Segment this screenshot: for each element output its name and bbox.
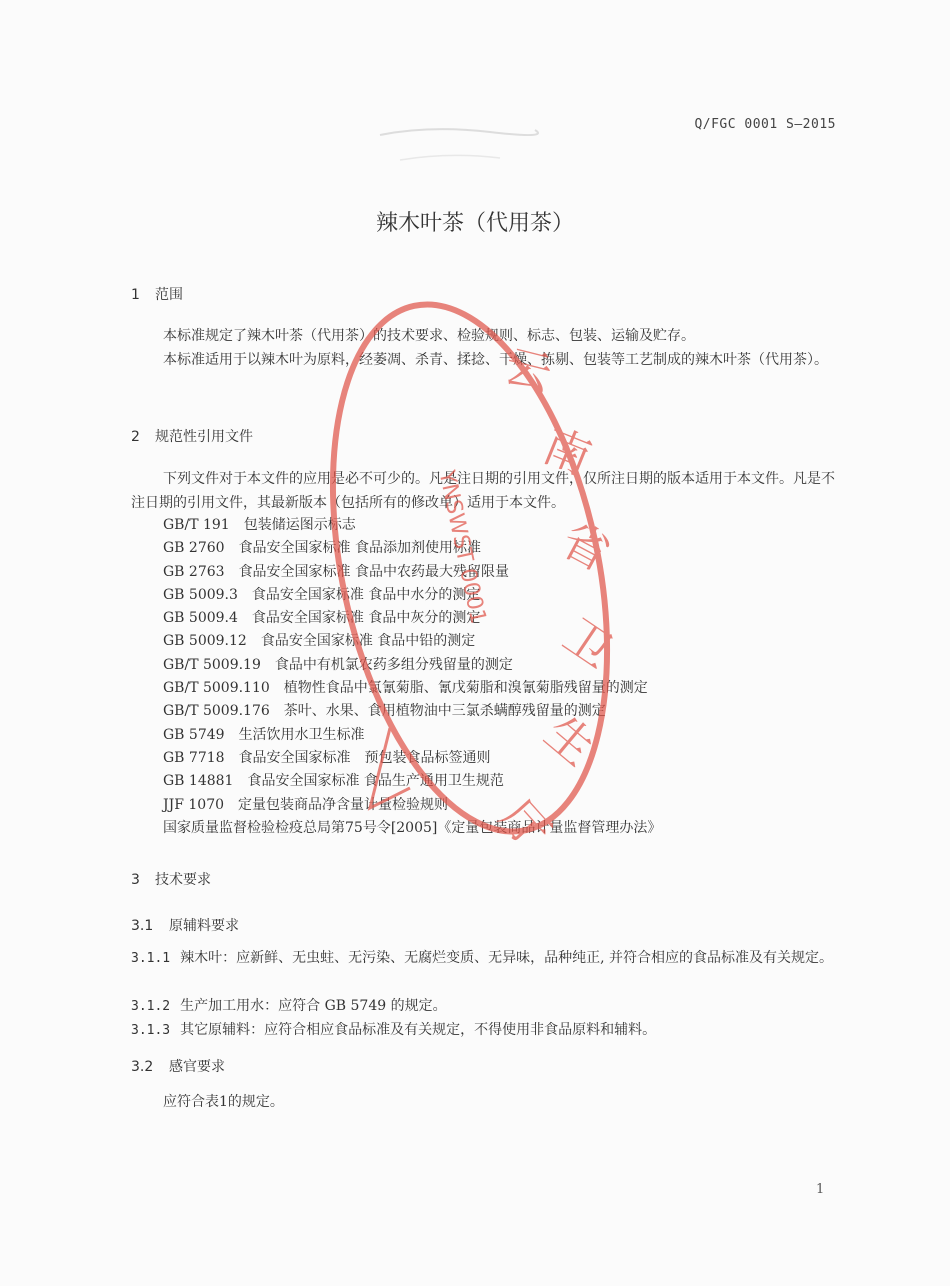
reference-name: 国家质量监督检验检疫总局第75号令[2005]《定量包装商品计量监督管理办法》 (163, 819, 662, 836)
svg-text:YNSWST 0001: YNSWST 0001 (433, 468, 491, 627)
reference-item (163, 794, 843, 817)
reference-name: 包装储运图示标志 (243, 517, 356, 533)
section-title: 规范性引用文件 (155, 429, 253, 445)
scope-paragraph-1: 本标准规定了辣木叶茶（代用茶）的技术要求、检验规则、标志、包装、运输及贮存。 (163, 328, 695, 344)
section-1-heading (131, 284, 183, 304)
section-title: 范围 (155, 287, 183, 303)
scope-paragraph-2: 本标准适用于以辣木叶为原料，经萎凋、杀青、揉捻、干燥、拣剔、包装等工艺制成的辣木叶茶（代用茶）。 (163, 352, 828, 368)
reference-item (163, 514, 843, 537)
reference-item (163, 561, 843, 584)
clause-3-1-2 (131, 994, 837, 1019)
references-intro: 下列文件对于本文件的应用是必不可少的。凡是注日期的引用文件，仅所注日期的版本适用于本文件。凡是不注日期的引用文件，其最新版本（包括所有的修改单）适用于本文件。 (131, 471, 835, 511)
document-title: 辣木叶茶（代用茶） (375, 211, 574, 236)
reference-name: 食品安全国家标准 预包装食品标签通则 (238, 749, 491, 766)
reference-item (163, 700, 843, 723)
reference-code: GB 2760 (163, 540, 225, 557)
reference-item (163, 654, 843, 677)
reference-item (163, 770, 843, 793)
reference-code: GB 5009.12 (163, 633, 247, 650)
scan-smudge (370, 120, 540, 170)
section-number: 1 (131, 287, 140, 303)
reference-name: 食品安全国家标准 食品生产通用卫生规范 (247, 773, 504, 790)
reference-item (163, 584, 843, 607)
section-2-heading (131, 426, 253, 446)
sensory-requirement-text: 应符合表1的规定。 (163, 1094, 284, 1110)
subsection-title: 原辅料要求 (169, 918, 239, 934)
reference-name: 食品安全国家标准 食品添加剂使用标准 (238, 540, 482, 557)
reference-item (163, 677, 843, 700)
reference-code: GB 5009.3 (163, 586, 238, 603)
reference-item (163, 630, 843, 653)
reference-list (163, 514, 843, 840)
clause-text: 其它原辅料：应符合相应食品标准及有关规定，不得使用非食品原料和辅料。 (180, 1022, 657, 1038)
reference-code: JJF 1070 (163, 796, 225, 813)
section-3-heading (131, 869, 211, 889)
svg-text:云: 云 (499, 338, 558, 402)
reference-item (163, 607, 843, 630)
reference-code: GB 5749 (163, 726, 225, 743)
clause-number: 3.1.2 (131, 999, 171, 1014)
reference-item (163, 747, 843, 770)
reference-name: 食品安全国家标准 食品中灰分的测定 (251, 610, 481, 627)
clause-text: 生产加工用水：应符合 GB 5749 的规定。 (180, 998, 447, 1014)
section-number: 2 (131, 429, 140, 445)
clause-text: 辣木叶：应新鲜、无虫蛀、无污染、无腐烂变质、无异味，品种纯正, 并符合相应的食品标准及有关规定。 (180, 950, 834, 966)
reference-code: GB/T 5009.110 (163, 680, 270, 697)
reference-code: GB/T 5009.19 (163, 656, 261, 673)
reference-code: GB/T 5009.176 (163, 703, 270, 720)
reference-name: 食品安全国家标准 食品中水分的测定 (251, 586, 481, 603)
page-number: 1 (816, 1182, 825, 1197)
subsection-title: 感官要求 (169, 1059, 225, 1075)
clause-number: 3.1.1 (131, 951, 171, 966)
reference-name: 食品中有机氯农药多组分残留量的测定 (274, 656, 513, 673)
clause-3-1-3 (131, 1018, 837, 1043)
document-code: Q/FGC 0001 S—2015 (694, 117, 836, 132)
subsection-3-2-heading (131, 1056, 225, 1076)
reference-item (163, 537, 843, 560)
reference-code: GB 14881 (163, 773, 234, 790)
reference-code: GB 5009.4 (163, 610, 238, 627)
reference-item (163, 724, 843, 747)
reference-name: 茶叶、水果、食用植物油中三氯杀螨醇残留量的测定 (283, 703, 606, 720)
reference-name: 定量包装商品净含量计量检验规则 (238, 796, 449, 813)
svg-text:生: 生 (534, 705, 605, 776)
svg-text:省: 省 (552, 512, 619, 582)
clause-number: 3.1.3 (131, 1023, 171, 1038)
reference-name: 生活饮用水卫生标准 (238, 726, 365, 743)
reference-code: GB 2763 (163, 563, 225, 580)
subsection-number: 3.2 (131, 1059, 154, 1075)
reference-name: 植物性食品中氯氰菊脂、氰戊菊脂和溴氰菊脂残留量的测定 (283, 680, 648, 697)
svg-text:厅: 厅 (489, 789, 561, 860)
reference-item (163, 817, 843, 840)
clause-3-1-1 (131, 946, 837, 971)
reference-name: 食品安全国家标准 食品中铅的测定 (260, 633, 476, 650)
section-number: 3 (131, 872, 140, 888)
subsection-number: 3.1 (131, 918, 154, 934)
svg-text:卫: 卫 (553, 608, 623, 679)
section-title: 技术要求 (155, 872, 211, 888)
reference-code: GB 7718 (163, 749, 225, 766)
subsection-3-1-heading (131, 915, 239, 935)
reference-code: GB/T 191 (163, 517, 230, 533)
reference-name: 食品安全国家标准 食品中农药最大残留限量 (238, 563, 510, 580)
svg-text:南: 南 (535, 418, 599, 486)
